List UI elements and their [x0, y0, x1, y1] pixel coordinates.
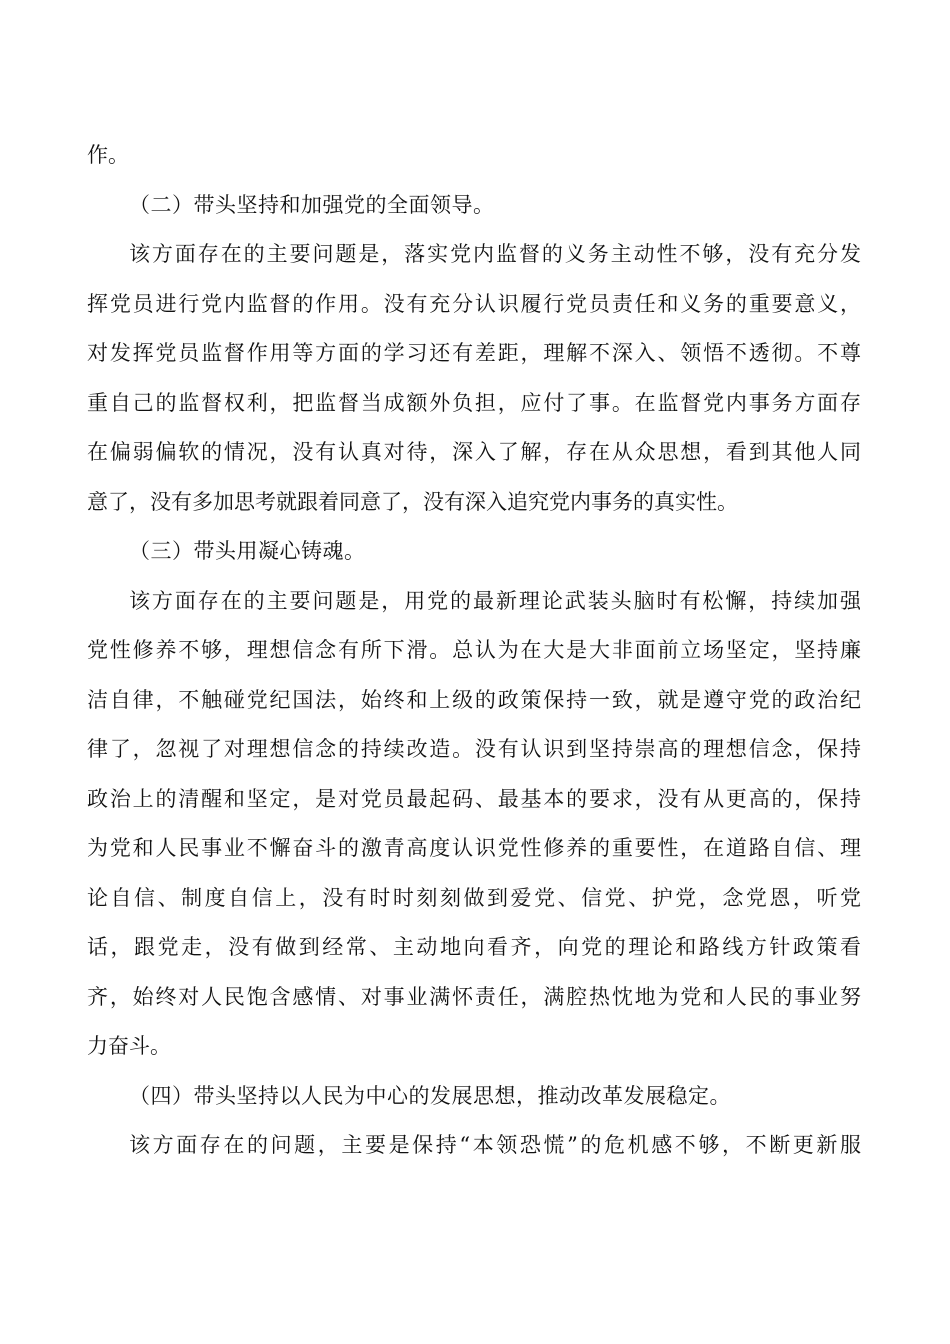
text-line: 政治上的清醒和坚定，是对党员最起码、最基本的要求，没有从更高的，保持: [87, 786, 861, 811]
section-heading-2: [87, 181, 861, 231]
text-line: 该方面存在的主要问题是，落实党内监督的义务主动性不够，没有充分发: [129, 242, 861, 266]
heading-text: （二）带头坚持和加强党的全面领导。: [129, 192, 495, 217]
paragraph-section-2: [87, 230, 861, 527]
text-line: 在偏弱偏软的情况，没有认真对待，深入了解，存在从众思想，看到其他人同: [87, 440, 861, 464]
text-line: 律了，忽视了对理想信念的持续改造。没有认识到坚持崇高的理想信念，保持: [87, 737, 861, 761]
document-body: [87, 131, 861, 1171]
section-heading-4: [87, 1072, 861, 1122]
text-line: 力奋斗。: [87, 1034, 171, 1058]
text-line: 话，跟党走，没有做到经常、主动地向看齐，向党的理论和路线方针政策看: [87, 935, 861, 959]
paragraph-section-4: [87, 1121, 861, 1171]
text-line: 该方面存在的主要问题是，用党的最新理论武装头脑时有松懈，持续加强: [129, 588, 861, 613]
text-line: 作。: [87, 143, 129, 167]
text-line: 论自信、制度自信上，没有时时刻刻做到爱党、信党、护党，念党恩，听党: [87, 885, 861, 910]
heading-text: （三）带头用凝心铸魂。: [129, 539, 366, 563]
paragraph-continuation: [87, 131, 861, 181]
text-line: 洁自律，不触碰党纪国法，始终和上级的政策保持一致，就是遵守党的政治纪: [87, 687, 861, 712]
text-line: 重自己的监督权利，把监督当成额外负担，应付了事。在监督党内事务方面存: [87, 390, 861, 415]
text-line: 党性修养不够，理想信念有所下滑。总认为在大是大非面前立场坚定，坚持廉: [87, 638, 861, 662]
heading-text: （四）带头坚持以人民为中心的发展思想，推动改革发展稳定。: [129, 1083, 731, 1108]
text-line: 挥党员进行党内监督的作用。没有充分认识履行党员责任和义务的重要意义，: [87, 291, 861, 316]
text-line: 对发挥党员监督作用等方面的学习还有差距，理解不深入、领悟不透彻。不尊: [87, 341, 861, 365]
paragraph-section-3: [87, 577, 861, 1072]
text-line: 该方面存在的问题，主要是保持“本领恐慌”的危机感不够，不断更新服: [129, 1133, 861, 1157]
text-line: 意了，没有多加思考就跟着同意了，没有深入追究党内事务的真实性。: [87, 489, 738, 514]
text-line: 齐，始终对人民饱含感情、对事业满怀责任，满腔热忱地为党和人民的事业努: [87, 984, 861, 1009]
text-line: 为党和人民事业不懈奋斗的激青高度认识党性修养的重要性，在道路自信、理: [87, 836, 861, 860]
section-heading-3: [87, 527, 861, 577]
